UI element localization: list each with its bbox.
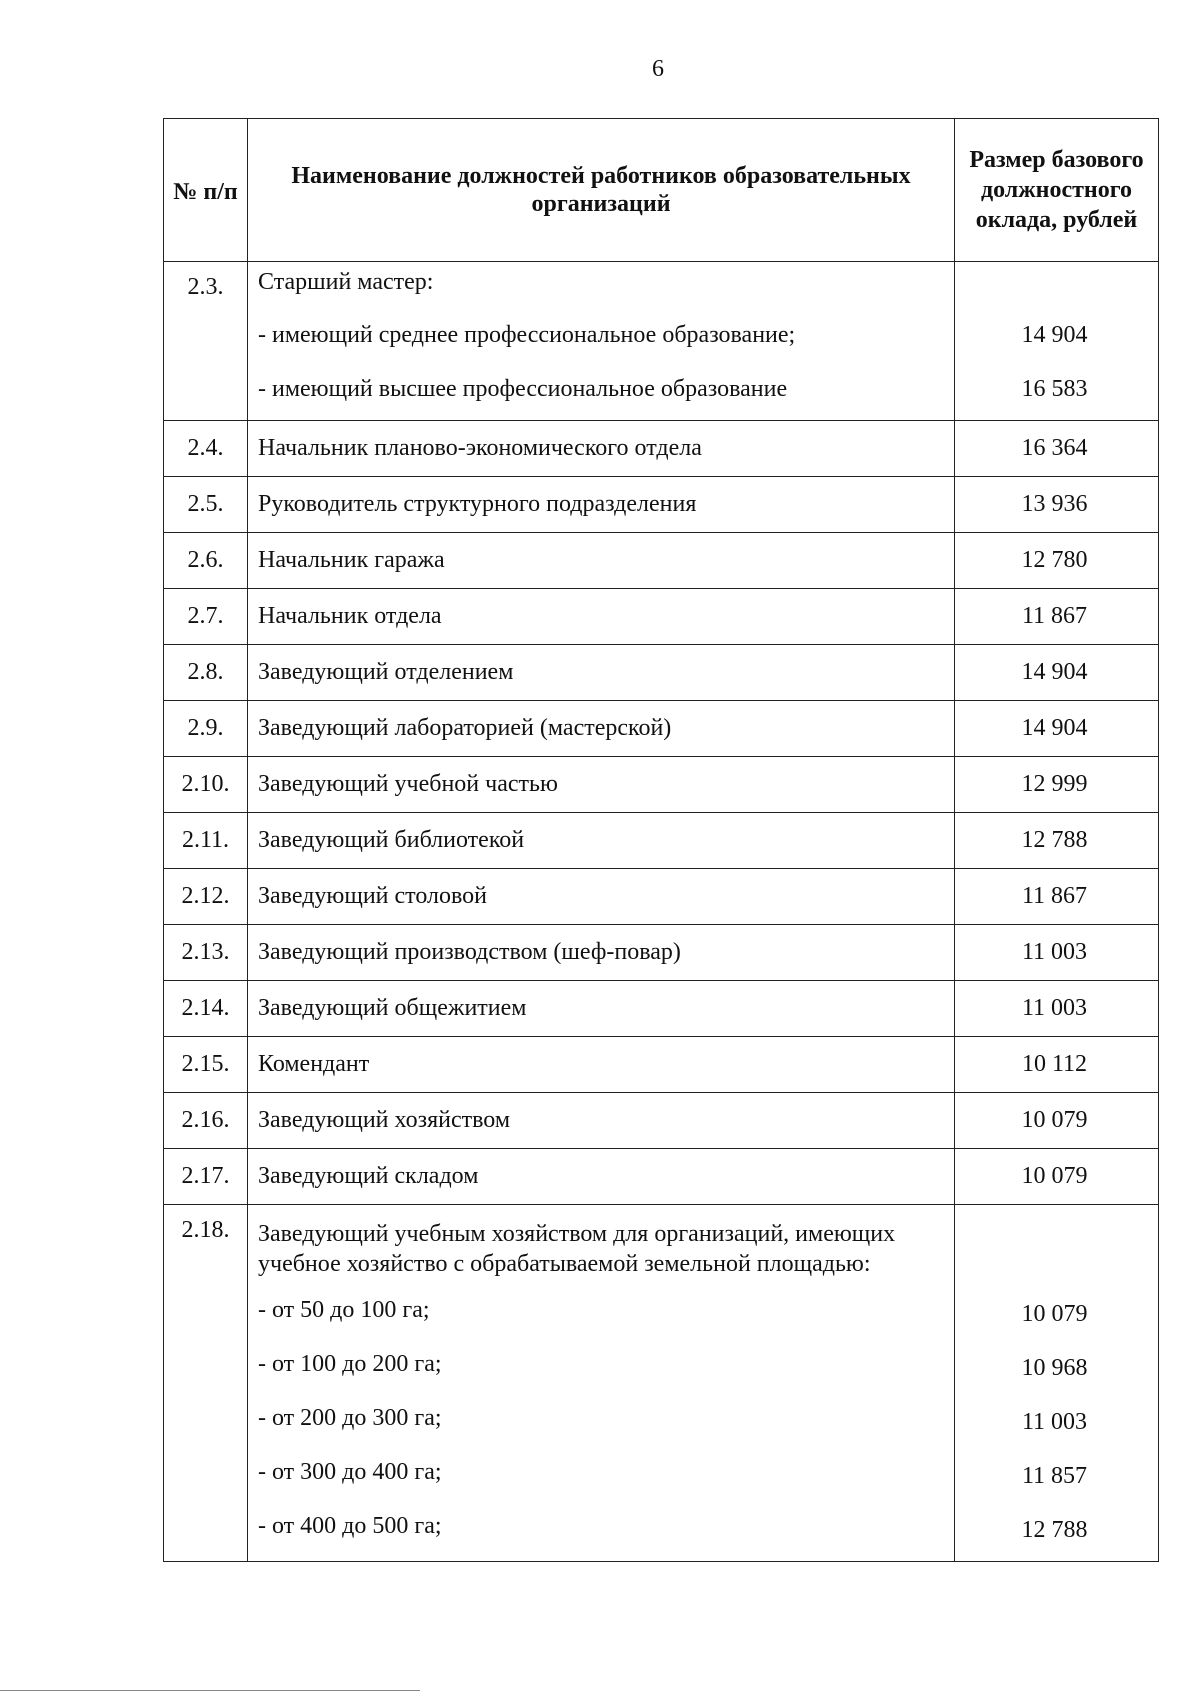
- table-row: [164, 813, 1159, 869]
- header-name: Наименование должностей работников образовательных организаций: [248, 119, 955, 262]
- row-name: Начальник отдела: [248, 589, 955, 645]
- sub-item-value: 11 857: [1021, 1463, 1088, 1489]
- row-num: 2.18.: [164, 1205, 248, 1562]
- row-num: 2.6.: [164, 533, 248, 589]
- footer-divider: [0, 1690, 420, 1691]
- table-row: [164, 925, 1159, 981]
- sub-item-value: 12 788: [1021, 1517, 1088, 1543]
- row-value: 12 999: [955, 757, 1159, 813]
- sub-item-label: - от 200 до 300 га;: [258, 1405, 442, 1431]
- row-num: 2.8.: [164, 645, 248, 701]
- row-num: 2.3.: [164, 262, 248, 421]
- row-num: 2.4.: [164, 421, 248, 477]
- row-name: Заведующий складом: [248, 1149, 955, 1205]
- row-title: Заведующий учебным хозяйством для организаций, имеющих учебное хозяйство с обрабатываемой земельной площадью:: [258, 1221, 896, 1277]
- row-num: 2.7.: [164, 589, 248, 645]
- row-title: Старший мастер:: [258, 269, 434, 295]
- sub-item-label: - от 50 до 100 га;: [258, 1297, 430, 1323]
- table-row: [164, 421, 1159, 477]
- sub-item-label: - от 300 до 400 га;: [258, 1459, 442, 1485]
- row-name: Заведующий общежитием: [248, 981, 955, 1037]
- table-row: [164, 1037, 1159, 1093]
- sub-item-value: 10 079: [1021, 1301, 1088, 1327]
- table-row: [164, 981, 1159, 1037]
- row-num: 2.12.: [164, 869, 248, 925]
- row-name: Руководитель структурного подразделения: [248, 477, 955, 533]
- row-name: Заведующий лабораторией (мастерской): [248, 701, 955, 757]
- table-row: [164, 1149, 1159, 1205]
- row-name: Заведующий учебной частью: [248, 757, 955, 813]
- table-row: [164, 701, 1159, 757]
- table-row: [164, 869, 1159, 925]
- row-value: 14 904: [955, 701, 1159, 757]
- row-value: 11 867: [955, 869, 1159, 925]
- row-value: 12 788: [955, 813, 1159, 869]
- row-value: 12 780: [955, 533, 1159, 589]
- table-row: [164, 533, 1159, 589]
- row-value: 10 079: [955, 1149, 1159, 1205]
- row-value: 14 904: [955, 645, 1159, 701]
- row-name: Начальник планово-экономического отдела: [248, 421, 955, 477]
- row-name: Заведующий производством (шеф-повар): [248, 925, 955, 981]
- header-value: Размер базового должностного оклада, рублей: [955, 119, 1159, 262]
- row-name: Заведующий хозяйством: [248, 1093, 955, 1149]
- sub-item-value: 11 003: [1021, 1409, 1088, 1435]
- row-name: Заведующий столовой: [248, 869, 955, 925]
- row-value: 16 364: [955, 421, 1159, 477]
- row-num: 2.13.: [164, 925, 248, 981]
- row-num: 2.11.: [164, 813, 248, 869]
- table-row: [164, 645, 1159, 701]
- sub-item-label: - имеющий высшее профессиональное образование: [258, 376, 788, 402]
- row-value: [955, 262, 1159, 421]
- table-row: [164, 589, 1159, 645]
- row-num: 2.5.: [164, 477, 248, 533]
- row-value: 11 867: [955, 589, 1159, 645]
- row-num: 2.17.: [164, 1149, 248, 1205]
- row-name: [248, 1205, 955, 1562]
- sub-item-value: 16 583: [1021, 376, 1088, 402]
- page-number: 6: [652, 56, 664, 82]
- row-name: Комендант: [248, 1037, 955, 1093]
- table-row-senior-master: [164, 262, 1159, 421]
- table-row: [164, 477, 1159, 533]
- table-row: [164, 757, 1159, 813]
- row-value: 10 112: [955, 1037, 1159, 1093]
- sub-item-label: - от 400 до 500 га;: [258, 1513, 442, 1539]
- sub-item-value: 10 968: [1021, 1355, 1088, 1381]
- row-value: 11 003: [955, 925, 1159, 981]
- row-num: 2.10.: [164, 757, 248, 813]
- header-num: № п/п: [164, 119, 248, 262]
- row-value: [955, 1205, 1159, 1562]
- row-name: [248, 262, 955, 421]
- row-value: 10 079: [955, 1093, 1159, 1149]
- sub-item-label: - имеющий среднее профессиональное образование;: [258, 322, 796, 348]
- row-name: Заведующий отделением: [248, 645, 955, 701]
- row-value: 11 003: [955, 981, 1159, 1037]
- row-name: Начальник гаража: [248, 533, 955, 589]
- sub-item-label: - от 100 до 200 га;: [258, 1351, 442, 1377]
- table-row: [164, 1093, 1159, 1149]
- row-num: 2.14.: [164, 981, 248, 1037]
- sub-item-value: 14 904: [1021, 322, 1088, 348]
- row-value: 13 936: [955, 477, 1159, 533]
- salary-table: [163, 118, 1159, 1562]
- row-num: 2.16.: [164, 1093, 248, 1149]
- row-num: 2.15.: [164, 1037, 248, 1093]
- table-row-farm-head: [164, 1205, 1159, 1562]
- row-num: 2.9.: [164, 701, 248, 757]
- table-header-row: [164, 119, 1159, 262]
- row-name: Заведующий библиотекой: [248, 813, 955, 869]
